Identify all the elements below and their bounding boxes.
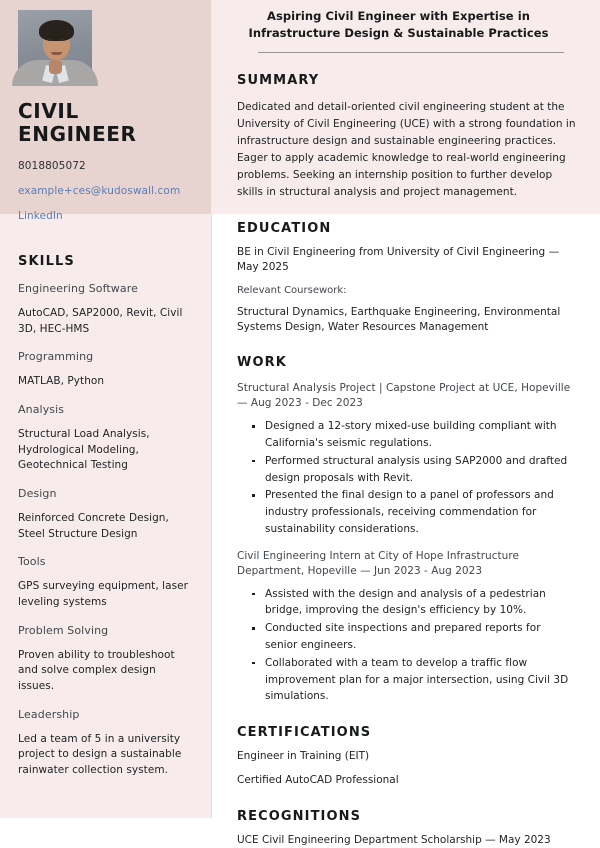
work-entry-heading: Structural Analysis Project | Capstone Project at UCE, Hopeville — Aug 2023 - Dec 2023 xyxy=(237,382,571,410)
skill-label: Problem Solving xyxy=(18,623,109,637)
work-section-title: WORK xyxy=(237,355,287,371)
work-entry-bullets xyxy=(251,586,576,706)
skill-label: Engineering Software xyxy=(18,282,138,295)
skill-label: Tools xyxy=(18,555,46,569)
list-item: Designed a 12-story mixed-use building compliant with California's seismic regulations. xyxy=(251,418,576,452)
certification-item: Certified AutoCAD Professional xyxy=(237,774,399,787)
skill-value: GPS surveying equipment, laser leveling systems xyxy=(18,580,188,608)
education-section-title: EDUCATION xyxy=(237,220,332,236)
list-item: Presented the final design to a panel of professors and industry professionals, receiving commendation for sustainability considerations. xyxy=(251,487,576,537)
skill-value: MATLAB, Python xyxy=(18,375,105,388)
skill-label: Design xyxy=(18,487,57,501)
summary-text: Dedicated and detail-oriented civil engineering student at the University of Civil Engineering (UCE) with a strong foundation in infrastructure design and sustainable engineering practices. Eager to apply academic knowledge to real-world engineering problems. Seeking an internship position to further develop skills in structural analysis and project management. xyxy=(237,100,576,198)
photo-hair xyxy=(39,20,74,41)
skill-value: Structural Load Analysis, Hydrological Modeling, Geotechnical Testing xyxy=(18,427,150,472)
skill-group xyxy=(16,487,195,542)
skill-value: Led a team of 5 in a university project to design a sustainable rainwater collection system. xyxy=(18,732,182,777)
education-degree: BE in Civil Engineering from University of Civil Engineering — May 2025 xyxy=(237,245,560,273)
skill-value: Proven ability to troubleshoot and solve complex design issues. xyxy=(18,648,175,693)
list-item: Performed structural analysis using SAP2000 and drafted design proposals with Revit. xyxy=(251,453,576,487)
list-item: Collaborated with a team to develop a traffic flow improvement plan for a major intersection, using Civil 3D simulations. xyxy=(251,655,576,705)
skill-group xyxy=(16,624,195,695)
work-entry-bullets xyxy=(251,418,576,538)
photo-eye-right xyxy=(60,39,64,41)
summary-section-title: SUMMARY xyxy=(237,72,320,88)
skills-section-title: SKILLS xyxy=(18,254,75,269)
skill-group xyxy=(16,403,195,474)
skill-group xyxy=(16,708,195,779)
recognition-item: UCE Civil Engineering Department Scholarship — May 2023 xyxy=(237,833,551,846)
coursework-label: Relevant Coursework: xyxy=(237,284,347,296)
photo-neck xyxy=(49,60,62,74)
skill-label: Leadership xyxy=(18,707,80,721)
skill-group xyxy=(16,555,195,610)
skill-label: Programming xyxy=(18,350,94,364)
list-item: Assisted with the design and analysis of a pedestrian bridge, improving the design's efficiency by 10%. xyxy=(251,586,576,620)
recognitions-section-title: RECOGNITIONS xyxy=(237,808,362,824)
list-item: Conducted site inspections and prepared reports for senior engineers. xyxy=(251,620,576,654)
certifications-section-title: CERTIFICATIONS xyxy=(237,725,372,741)
skill-group xyxy=(16,282,195,337)
work-entry-heading: Civil Engineering Intern at City of Hope Infrastructure Department, Hopeville — Jun 2023 - Aug 2023 xyxy=(237,549,519,577)
linkedin-link[interactable]: LinkedIn xyxy=(18,210,63,222)
skill-value: AutoCAD, SAP2000, Revit, Civil 3D, HEC-HMS xyxy=(18,306,183,335)
professional-headline: Aspiring Civil Engineer with Expertise in Infrastructure Design & Sustainable Practices xyxy=(248,9,549,41)
skill-label: Analysis xyxy=(18,402,65,416)
main-content xyxy=(211,0,600,846)
skill-group xyxy=(16,350,195,390)
photo-mouth xyxy=(51,52,62,55)
photo-eye-left xyxy=(48,39,52,41)
sidebar xyxy=(0,0,211,818)
coursework-list: Structural Dynamics, Earthquake Engineering, Environmental Systems Design, Water Resources Management xyxy=(237,305,561,334)
phone-number: 8018805072 xyxy=(18,160,86,172)
certification-item: Engineer in Training (EIT) xyxy=(237,750,370,763)
headline-divider xyxy=(258,52,564,53)
candidate-name: CIVIL ENGINEER xyxy=(18,99,137,146)
profile-photo xyxy=(18,10,92,82)
email-link[interactable]: example+ces@kudoswall.com xyxy=(18,185,181,197)
skill-value: Reinforced Concrete Design, Steel Structure Design xyxy=(18,511,169,540)
